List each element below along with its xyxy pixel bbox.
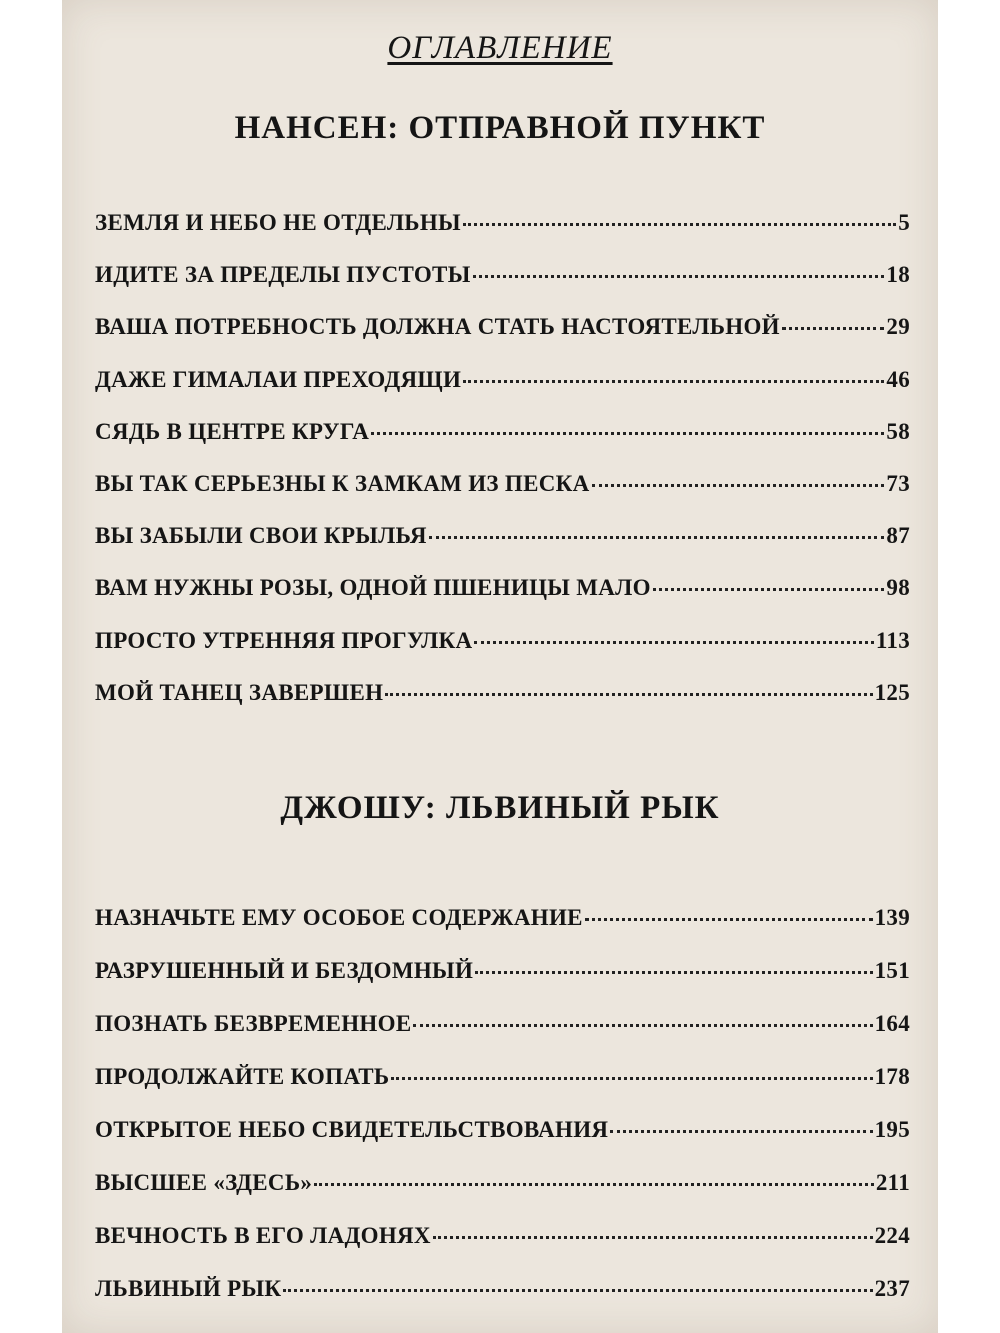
dot-leader: [782, 327, 885, 330]
entry-title: ЗЕМЛЯ И НЕБО НЕ ОТДЕЛЬНЫ: [95, 210, 461, 235]
dot-leader: [433, 1236, 873, 1239]
entry-title: ЛЬВИНЫЙ РЫК: [95, 1276, 282, 1301]
toc-entry: [95, 680, 910, 732]
entry-title: ВАМ НУЖНЫ РОЗЫ, ОДНОЙ ПШЕНИЦЫ МАЛО: [95, 575, 651, 601]
entry-title: СЯДЬ В ЦЕНТРЕ КРУГА: [95, 418, 370, 444]
dot-leader: [314, 1183, 874, 1186]
entry-title: РАЗРУШЕННЫЙ И БЕЗДОМНЫЙ: [95, 958, 474, 983]
dot-leader: [283, 1289, 872, 1292]
toc-entry: [95, 575, 910, 627]
toc-entry: [95, 1117, 910, 1170]
dot-leader: [463, 223, 896, 226]
toc-entry: [95, 1276, 910, 1329]
entry-page-number: 113: [875, 627, 910, 653]
entry-page-number: 195: [874, 1117, 910, 1142]
toc-entry: [95, 367, 910, 419]
entry-title: ПРОСТО УТРЕННЯЯ ПРОГУЛКА: [95, 627, 473, 653]
toc-entry: [95, 958, 910, 1011]
dot-leader: [475, 971, 872, 974]
dot-leader: [391, 1077, 872, 1080]
dot-leader: [585, 918, 873, 921]
dot-leader: [474, 641, 873, 644]
entry-page-number: 125: [874, 679, 910, 705]
entry-page-number: 5: [898, 210, 910, 235]
toc-list: [95, 210, 910, 732]
entry-title: ВЫСШЕЕ «ЗДЕСЬ»: [95, 1170, 313, 1195]
dot-leader: [413, 1024, 872, 1027]
toc-entry: [95, 471, 910, 523]
toc-list: [95, 905, 910, 1329]
entry-title: ВЕЧНОСТЬ В ЕГО ЛАДОНЯХ: [95, 1223, 431, 1248]
toc-entry: [95, 523, 910, 575]
toc-title: ОГЛАВЛЕНИЕ: [387, 30, 613, 66]
entry-page-number: 164: [874, 1011, 910, 1036]
entry-title: ВЫ ТАК СЕРЬЕЗНЫ К ЗАМКАМ ИЗ ПЕСКА: [95, 470, 590, 496]
entry-title: ВАША ПОТРЕБНОСТЬ ДОЛЖНА СТАТЬ НАСТОЯТЕЛЬНОЙ: [95, 314, 780, 340]
entry-title: НАЗНАЧЬТЕ ЕМУ ОСОБОЕ СОДЕРЖАНИЕ: [95, 905, 583, 930]
entry-title: ДАЖЕ ГИМАЛАИ ПРЕХОДЯЩИ: [95, 366, 462, 392]
dot-leader: [429, 536, 885, 539]
dot-leader: [385, 693, 872, 696]
entry-page-number: 46: [886, 366, 910, 392]
entry-page-number: 139: [874, 905, 910, 930]
toc-entry: [95, 628, 910, 680]
entry-title: ВЫ ЗАБЫЛИ СВОИ КРЫЛЬЯ: [95, 523, 427, 549]
entry-title: ОТКРЫТОЕ НЕБО СВИДЕТЕЛЬСТВОВАНИЯ: [95, 1117, 609, 1142]
section-title: НАНСЕН: ОТПРАВНОЙ ПУНКТ: [234, 110, 766, 146]
toc-entry: [95, 262, 910, 314]
entry-page-number: 211: [875, 1170, 910, 1195]
entry-page-number: 178: [874, 1064, 910, 1089]
entry-title: МОЙ ТАНЕЦ ЗАВЕРШЕН: [95, 679, 384, 705]
entry-page-number: 87: [886, 523, 910, 549]
entry-page-number: 224: [874, 1223, 910, 1248]
toc-entry: [95, 1011, 910, 1064]
dot-leader: [473, 275, 885, 278]
entry-page-number: 58: [886, 418, 910, 444]
dot-leader: [653, 588, 885, 591]
toc-entry: [95, 1170, 910, 1223]
toc-entry: [95, 210, 910, 262]
entry-page-number: 237: [874, 1276, 910, 1301]
toc-entry: [95, 419, 910, 471]
entry-page-number: 151: [874, 958, 910, 983]
dot-leader: [371, 432, 884, 435]
entry-page-number: 73: [886, 470, 910, 496]
toc-entry: [95, 905, 910, 958]
toc-entry: [95, 1064, 910, 1117]
dot-leader: [463, 380, 884, 383]
toc-entry: [95, 1223, 910, 1276]
entry-title: ПОЗНАТЬ БЕЗВРЕМЕННОЕ: [95, 1011, 412, 1036]
entry-page-number: 18: [886, 262, 910, 288]
entry-title: ИДИТЕ ЗА ПРЕДЕЛЫ ПУСТОТЫ: [95, 262, 471, 288]
entry-title: ПРОДОЛЖАЙТЕ КОПАТЬ: [95, 1064, 390, 1089]
dot-leader: [592, 484, 885, 487]
entry-page-number: 98: [886, 575, 910, 601]
entry-page-number: 29: [886, 314, 910, 340]
toc-entry: [95, 314, 910, 366]
section-title: ДЖОШУ: ЛЬВИНЫЙ РЫК: [280, 790, 720, 826]
dot-leader: [610, 1130, 872, 1133]
